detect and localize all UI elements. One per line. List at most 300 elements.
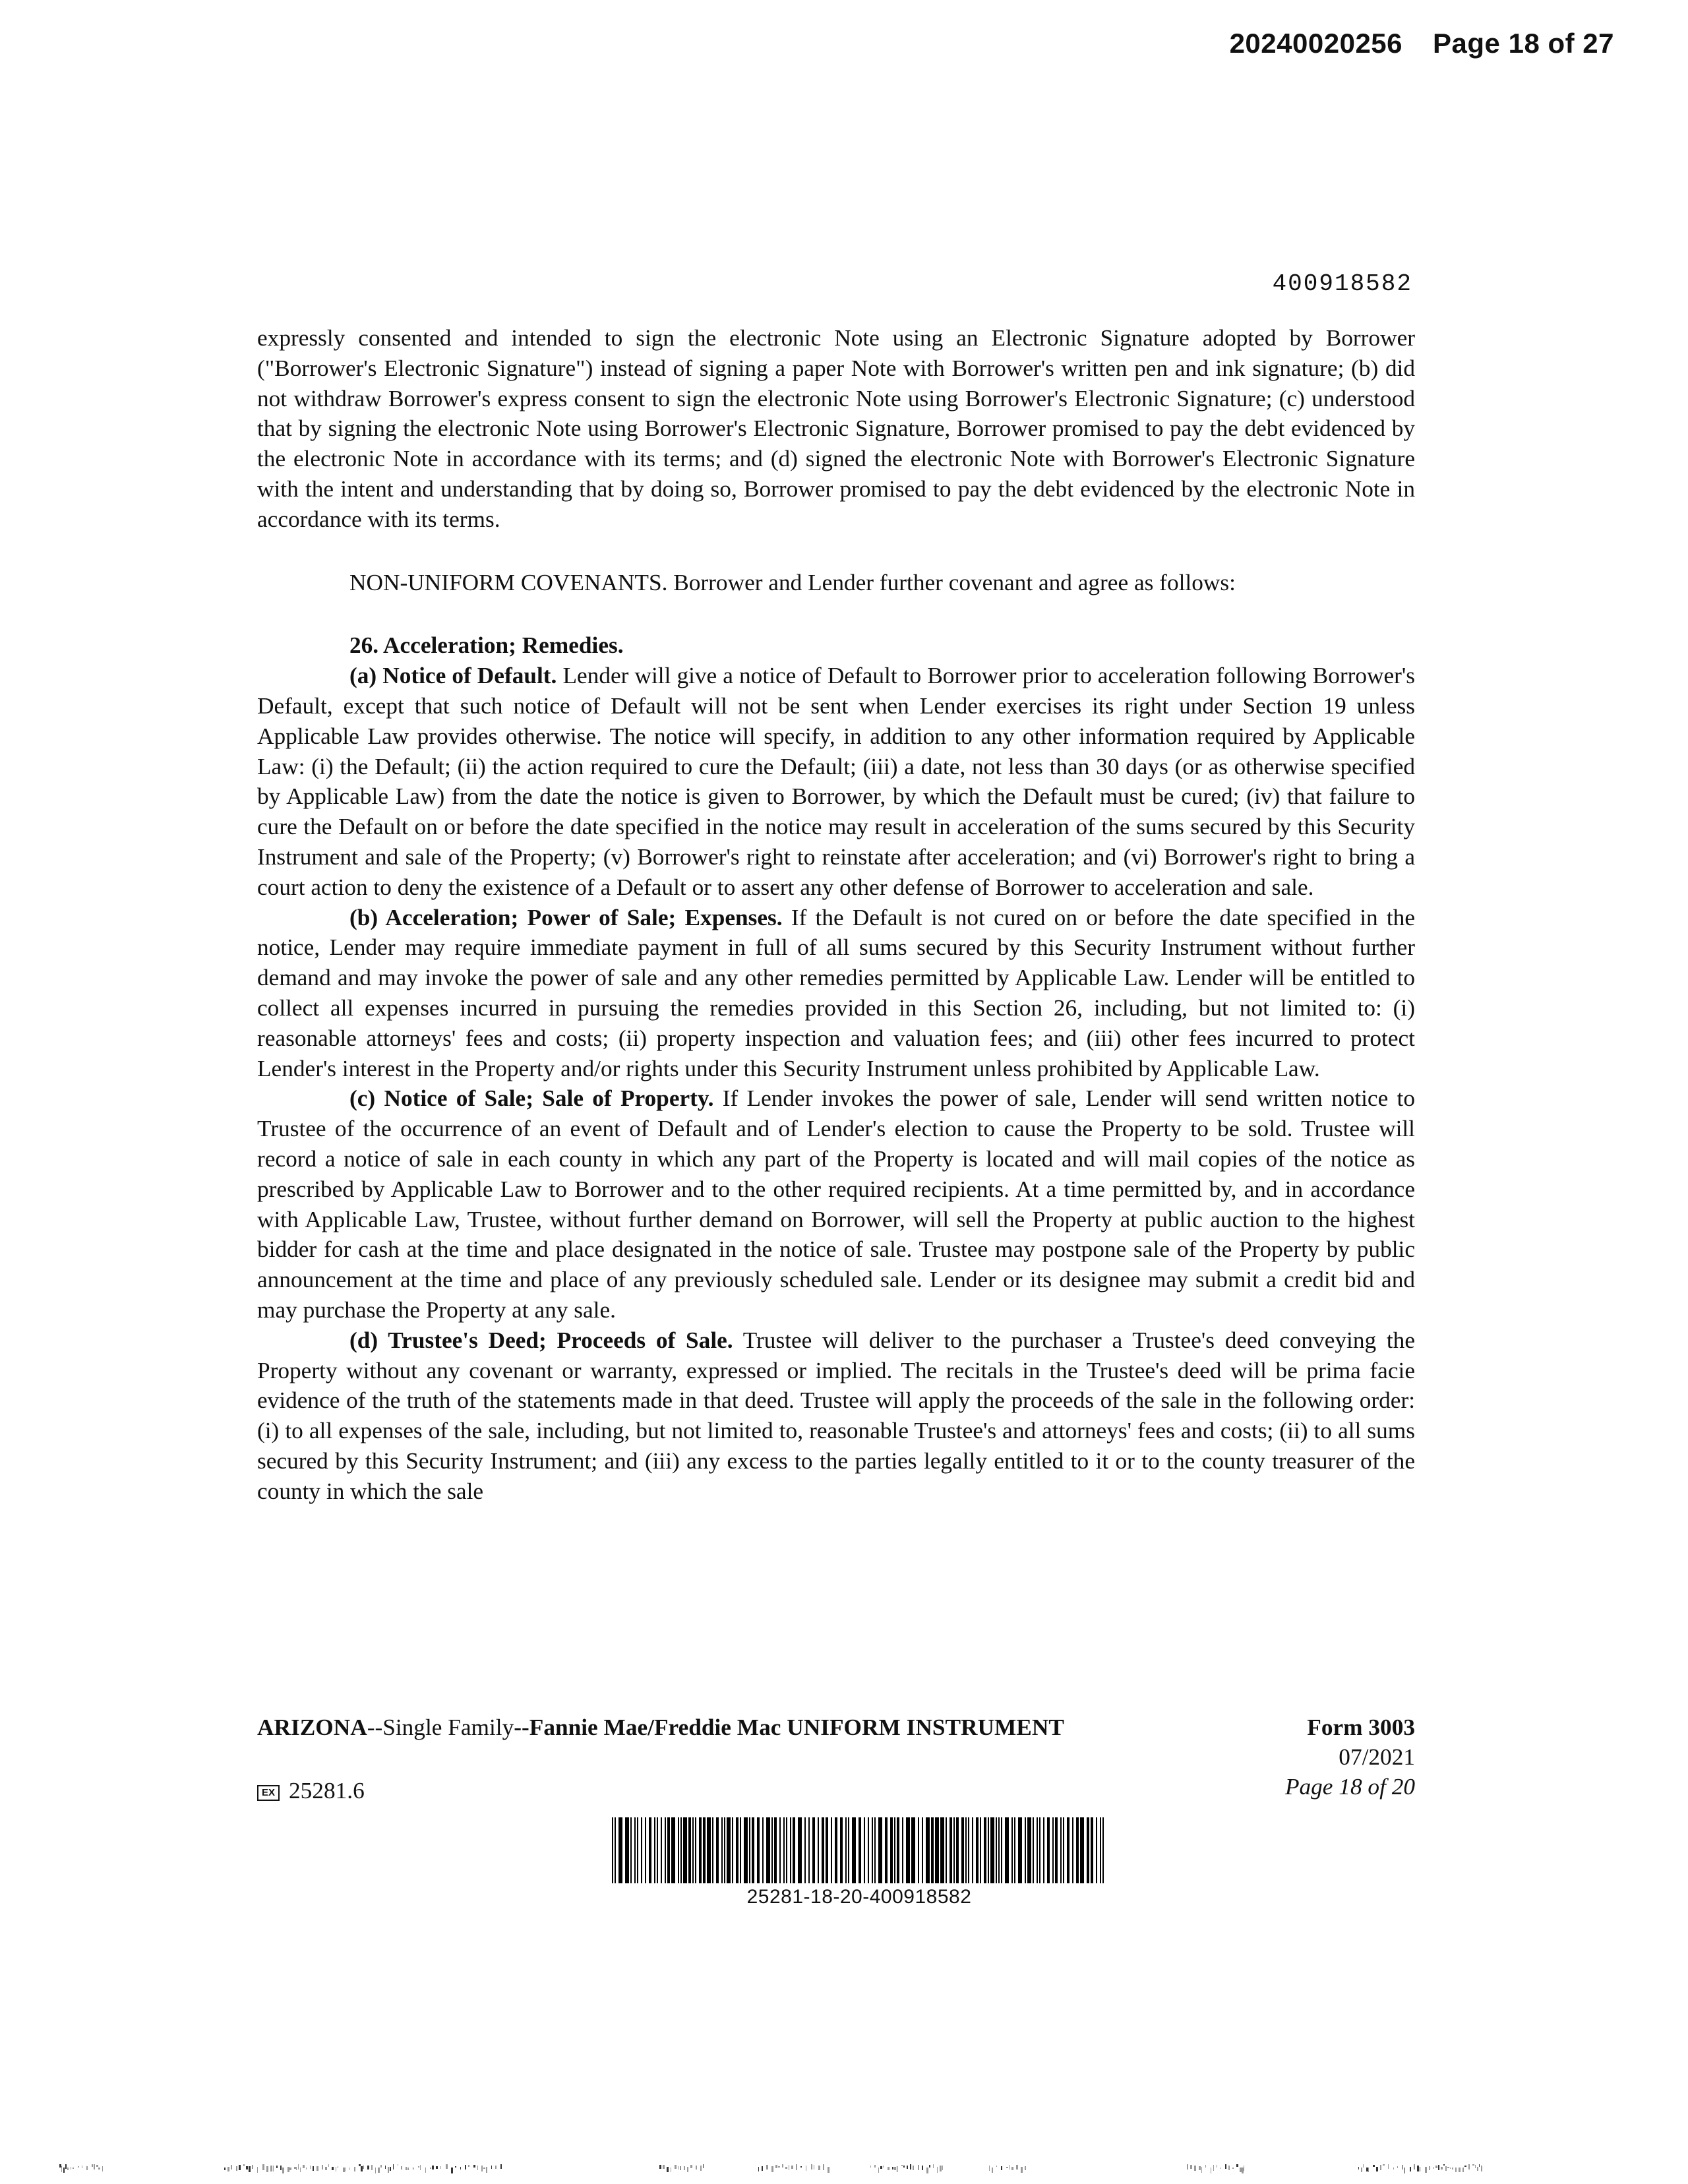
scan-speck	[473, 2165, 475, 2168]
scan-speck	[667, 2167, 669, 2172]
scan-speck	[1373, 2165, 1375, 2167]
barcode-bar	[688, 1817, 691, 1883]
barcode-bar	[1091, 1817, 1093, 1883]
scan-speck	[940, 2166, 942, 2171]
scan-speck	[1475, 2165, 1476, 2168]
barcode	[612, 1817, 1106, 1908]
scan-speck	[280, 2166, 282, 2170]
scan-speck	[500, 2164, 502, 2169]
barcode-bar	[634, 1817, 636, 1883]
scan-speck	[1462, 2168, 1464, 2172]
scan-speck	[1414, 2164, 1415, 2169]
scan-speck	[910, 2164, 911, 2169]
scan-speck	[322, 2165, 323, 2169]
scan-speck	[1479, 2164, 1480, 2167]
subsection-a	[257, 661, 1415, 902]
barcode-bar	[732, 1817, 733, 1883]
barcode-bars	[612, 1817, 1106, 1883]
barcode-bar	[965, 1817, 967, 1883]
barcode-bar	[774, 1817, 777, 1883]
barcode-bar	[724, 1817, 725, 1883]
scan-speck	[894, 2167, 896, 2170]
barcode-bar	[1076, 1817, 1079, 1883]
barcode-bar	[848, 1817, 849, 1883]
scan-speck	[1450, 2168, 1451, 2169]
scan-speck	[343, 2168, 345, 2172]
barcode-bar	[707, 1817, 711, 1883]
scan-speck	[901, 2165, 903, 2166]
scan-speck	[1455, 2168, 1457, 2172]
barcode-bar	[783, 1817, 785, 1883]
scan-speck	[1213, 2165, 1214, 2171]
scan-speck	[361, 2166, 363, 2171]
scan-speck	[1404, 2168, 1405, 2173]
scan-speck	[700, 2166, 702, 2171]
scan-speck	[406, 2167, 407, 2170]
scan-speck	[316, 2166, 318, 2171]
scan-speck	[1468, 2164, 1470, 2169]
scan-speck	[992, 2168, 993, 2173]
scan-speck	[1477, 2167, 1478, 2171]
scan-speck	[1441, 2167, 1443, 2169]
scan-speck	[1358, 2167, 1359, 2169]
scan-speck	[771, 2166, 773, 2172]
scan-speck	[892, 2167, 893, 2169]
barcode-bar	[657, 1817, 658, 1883]
scan-speck	[239, 2165, 241, 2170]
scan-speck	[1425, 2167, 1427, 2173]
scan-speck	[61, 2166, 62, 2172]
scan-speck	[328, 2164, 329, 2167]
barcode-bar	[940, 1817, 944, 1883]
scan-speck	[289, 2168, 291, 2170]
scan-speck	[937, 2167, 938, 2173]
scan-speck	[483, 2168, 485, 2169]
scan-speck	[390, 2167, 391, 2171]
scan-speck	[446, 2164, 448, 2169]
subsection-b	[257, 903, 1415, 1084]
scan-noise	[0, 2162, 1688, 2175]
barcode-bar	[946, 1817, 947, 1883]
recording-header	[1230, 28, 1614, 59]
scan-speck	[495, 2166, 497, 2169]
scan-speck	[332, 2167, 334, 2170]
scan-speck	[1016, 2165, 1018, 2169]
scan-speck	[880, 2166, 882, 2169]
scan-speck	[375, 2168, 376, 2173]
scan-speck	[359, 2164, 361, 2166]
barcode-bar	[786, 1817, 787, 1883]
scan-speck	[1380, 2165, 1381, 2170]
barcode-bar	[703, 1817, 706, 1883]
barcode-bar	[1005, 1817, 1009, 1883]
scan-speck	[766, 2165, 768, 2169]
footer-page-of: Page 18 of 20	[1284, 1774, 1415, 1800]
scan-speck	[659, 2165, 661, 2169]
scan-speck	[102, 2166, 103, 2171]
scan-speck	[96, 2165, 98, 2167]
barcode-bar	[1060, 1817, 1062, 1883]
scan-speck	[1199, 2166, 1201, 2170]
scan-speck	[385, 2166, 386, 2169]
scan-speck	[313, 2166, 314, 2171]
scan-speck	[432, 2166, 434, 2169]
scan-speck	[800, 2166, 802, 2168]
scan-speck	[227, 2167, 229, 2171]
barcode-bar	[998, 1817, 1000, 1883]
barcode-bar	[1102, 1817, 1104, 1883]
scan-speck	[758, 2167, 759, 2171]
barcode-bar	[1037, 1817, 1038, 1883]
barcode-bar	[996, 1817, 997, 1883]
scan-speck	[1006, 2167, 1008, 2168]
barcode-bar	[818, 1817, 819, 1883]
barcode-bar	[950, 1817, 952, 1883]
scan-speck	[782, 2164, 783, 2168]
barcode-bar	[845, 1817, 847, 1883]
scan-speck	[1009, 2165, 1010, 2169]
subsection-c-heading: (c) Notice of Sale; Sale of Property.	[349, 1085, 714, 1112]
barcode-bar	[988, 1817, 989, 1883]
barcode-bar	[961, 1817, 964, 1883]
scan-speck	[1190, 2165, 1192, 2169]
scan-speck	[477, 2166, 478, 2170]
scan-speck	[231, 2165, 232, 2169]
scan-speck	[696, 2166, 697, 2169]
barcode-bar	[790, 1817, 791, 1883]
scan-speck	[1464, 2166, 1466, 2167]
footer-instrument-title	[257, 1713, 1064, 1742]
barcode-bar	[872, 1817, 873, 1883]
barcode-bar	[1080, 1817, 1084, 1883]
scan-speck	[1205, 2165, 1206, 2168]
barcode-bar	[1033, 1817, 1034, 1883]
barcode-bar	[990, 1817, 994, 1883]
footer-family: Single Family	[382, 1714, 514, 1740]
scan-speck	[1361, 2168, 1362, 2172]
doc-code-number: 25281.6	[289, 1778, 365, 1804]
barcode-bar	[612, 1817, 613, 1883]
scan-speck	[393, 2164, 394, 2169]
scan-speck	[913, 2166, 914, 2170]
scan-speck	[310, 2166, 311, 2169]
form-footer	[257, 1713, 1415, 1802]
scan-speck	[1368, 2168, 1369, 2172]
barcode-bar	[852, 1817, 856, 1883]
barcode-bar	[771, 1817, 773, 1883]
scan-speck	[796, 2164, 797, 2170]
scan-speck	[236, 2166, 237, 2171]
scan-speck	[73, 2168, 74, 2169]
subsection-c	[257, 1083, 1415, 1325]
scan-speck	[451, 2168, 453, 2173]
scan-speck	[762, 2166, 763, 2171]
barcode-bar	[859, 1817, 861, 1883]
scan-speck	[363, 2166, 364, 2169]
barcode-bar	[1063, 1817, 1064, 1883]
scan-speck	[1388, 2164, 1389, 2169]
barcode-bar	[980, 1817, 981, 1883]
scan-speck	[354, 2167, 355, 2171]
recording-page-label: Page 18 of 27	[1433, 28, 1614, 59]
barcode-bar	[712, 1817, 713, 1883]
barcode-bar	[618, 1817, 622, 1883]
barcode-bar	[1025, 1817, 1026, 1883]
barcode-bar	[1018, 1817, 1022, 1883]
barcode-bar	[931, 1817, 934, 1883]
scan-speck	[298, 2164, 299, 2169]
barcode-bar	[671, 1817, 675, 1883]
scan-speck	[663, 2165, 665, 2169]
scan-speck	[468, 2165, 469, 2167]
barcode-bar	[953, 1817, 955, 1883]
scan-speck	[1438, 2165, 1439, 2170]
scan-speck	[778, 2166, 780, 2168]
footer-form-number: Form 3003	[1307, 1714, 1415, 1740]
scan-speck	[888, 2167, 889, 2170]
scan-speck	[1242, 2168, 1244, 2173]
barcode-bar	[798, 1817, 802, 1883]
scan-speck	[1240, 2168, 1242, 2172]
scan-speck	[828, 2167, 829, 2173]
scan-speck	[371, 2165, 373, 2170]
scan-speck	[294, 2167, 296, 2169]
intro-paragraph: expressly consented and intended to sign the electronic Note using an Electronic Signature adopted by Borrower ("Borrower's Electronic Signature") instead of signing a paper Note with Borrower's written pen and ink signature; (b) did not withdraw Borrower's express consent to sign the electronic Note using Borrower's Electronic Signature; (c) understood that by signing the electronic Note using Borrower's Electronic Signature, Borrower promised to pay the debt evidenced by the electronic Note in accordance with its terms; and (d) signed the electronic Note with Borrower's Electronic Signature with the intent and understanding that by doing so, Borrower promised to pay the debt evidenced by the electronic Note in accordance with its terms.	[257, 325, 1415, 532]
barcode-bar	[1052, 1817, 1054, 1883]
barcode-text: 25281-18-20-400918582	[746, 1886, 972, 1908]
scan-speck	[1383, 2164, 1385, 2166]
barcode-bar	[779, 1817, 781, 1883]
barcode-bar	[766, 1817, 770, 1883]
scan-speck	[1366, 2168, 1368, 2171]
scan-speck	[94, 2164, 95, 2169]
barcode-bar	[984, 1817, 986, 1883]
scan-speck	[680, 2166, 681, 2170]
scan-speck	[996, 2166, 997, 2167]
scan-speck	[690, 2165, 692, 2168]
scan-speck	[246, 2166, 248, 2169]
scan-speck	[420, 2165, 421, 2170]
scan-speck	[874, 2165, 876, 2168]
barcode-bar	[665, 1817, 666, 1883]
subsection-d-text: Trustee will deliver to the purchaser a Trustee's deed conveying the Property without any covenant or warranty, expressed or implied. The recitals in the Trustee's deed will be prima facie evidence of the truth of the statements made in that deed. Trustee will apply the proceeds of the sale in the following order: (i) to all expenses of the sale, including, but not limited to, reasonable Trustee's and attorneys' fees and costs; (ii) to all sums secured by this Security Instrument; and (iii) any excess to the parties legally entitled to it or to the county treasurer of the county in which the sale	[257, 1327, 1415, 1504]
barcode-bar	[890, 1817, 893, 1883]
barcode-bar	[1011, 1817, 1013, 1883]
loan-number: 400918582	[1272, 270, 1412, 297]
scan-speck	[455, 2166, 456, 2168]
scan-speck	[926, 2168, 928, 2173]
scan-speck	[775, 2165, 777, 2168]
scan-speck	[1447, 2167, 1449, 2168]
barcode-bar	[637, 1817, 638, 1883]
scan-speck	[287, 2167, 289, 2172]
scan-speck	[929, 2165, 930, 2168]
barcode-bar	[1047, 1817, 1050, 1883]
scan-speck	[407, 2168, 409, 2170]
scan-speck	[378, 2168, 380, 2173]
footer-form-info	[1285, 1713, 1415, 1802]
scan-speck	[63, 2168, 65, 2173]
scan-speck	[401, 2166, 402, 2169]
barcode-bar	[976, 1817, 979, 1883]
barcode-bar	[641, 1817, 642, 1883]
scan-speck	[303, 2165, 305, 2168]
scan-speck	[1376, 2167, 1378, 2171]
barcode-bar	[902, 1817, 903, 1883]
barcode-bar	[897, 1817, 899, 1883]
barcode-bar	[699, 1817, 702, 1883]
scan-speck	[922, 2166, 923, 2170]
subsection-a-text: Lender will give a notice of Default to Borrower prior to acceleration following Borrower's Default, except that such notice of Default will not be sent when Lender exercises its right under Section 19 unless Applicable Law provides otherwise. The notice will specify, in addition to any other information required by Applicable Law: (i) the Default; (ii) the action required to cure the Default; (iii) a date, not less than 30 days (or as otherwise specified by Applicable Law) from the date the notice is given to Borrower, by which the Default must be cured; (iv) that failure to cure the Default on or before the date specified in the notice may result in acceleration of the sums secured by this Security Instrument and sale of the Property; (v) Borrower's right to reinstate after acceleration; and (vi) Borrower's right to bring a court action to deny the existence of a Default or to assert any other defense of Borrower to acceleration and sale.	[257, 663, 1416, 900]
barcode-bar	[678, 1817, 679, 1883]
scan-speck	[1472, 2164, 1474, 2166]
scan-speck	[296, 2167, 297, 2170]
scan-speck	[870, 2166, 871, 2168]
scan-speck	[491, 2166, 492, 2169]
scan-speck	[273, 2166, 274, 2171]
scan-speck	[818, 2166, 820, 2170]
barcode-bar	[721, 1817, 723, 1883]
scan-speck	[282, 2168, 284, 2173]
barcode-bar	[1067, 1817, 1070, 1883]
ex-icon: EX	[257, 1785, 280, 1801]
footer-instrument: Fannie Mae/Freddie Mac UNIFORM INSTRUMENT	[529, 1714, 1064, 1740]
scan-speck	[1025, 2166, 1026, 2170]
scan-speck	[1225, 2164, 1226, 2169]
barcode-bar	[615, 1817, 616, 1883]
footer-separator: --	[514, 1714, 529, 1740]
scan-speck	[942, 2166, 943, 2170]
scan-speck	[1481, 2166, 1482, 2171]
barcode-bar	[956, 1817, 959, 1883]
scan-speck	[1417, 2166, 1419, 2171]
scan-speck	[811, 2164, 812, 2169]
barcode-bar	[1014, 1817, 1015, 1883]
scan-speck	[1445, 2166, 1447, 2171]
barcode-bar	[911, 1817, 915, 1883]
barcode-bar	[922, 1817, 923, 1883]
barcode-bar	[727, 1817, 731, 1883]
scan-speck	[1397, 2166, 1398, 2168]
barcode-bar	[935, 1817, 939, 1883]
scan-speck	[1452, 2168, 1453, 2169]
scan-speck	[460, 2167, 461, 2169]
barcode-bar	[835, 1817, 837, 1883]
barcode-bar	[649, 1817, 651, 1883]
scan-speck	[684, 2166, 685, 2170]
barcode-bar	[680, 1817, 682, 1883]
barcode-bar	[661, 1817, 662, 1883]
scan-speck	[86, 2166, 88, 2170]
barcode-bar	[874, 1817, 876, 1883]
barcode-bar	[868, 1817, 869, 1883]
scan-speck	[388, 2167, 389, 2173]
scan-speck	[367, 2166, 369, 2169]
barcode-bar	[692, 1817, 694, 1883]
scan-speck	[345, 2168, 346, 2171]
barcode-bar	[744, 1817, 748, 1883]
barcode-bar	[906, 1817, 910, 1883]
scan-speck	[224, 2168, 226, 2170]
barcode-bar	[1039, 1817, 1040, 1883]
scan-speck	[92, 2164, 93, 2167]
scan-speck	[1443, 2164, 1445, 2166]
barcode-bar	[749, 1817, 750, 1883]
barcode-bar	[736, 1817, 738, 1883]
subsection-d	[257, 1325, 1415, 1507]
barcode-bar	[826, 1817, 828, 1883]
barcode-bar	[1096, 1817, 1097, 1883]
barcode-bar	[1087, 1817, 1089, 1883]
scan-speck	[675, 2165, 677, 2169]
barcode-bar	[918, 1817, 919, 1883]
barcode-bar	[1027, 1817, 1031, 1883]
scan-speck	[1194, 2166, 1196, 2171]
scan-speck	[300, 2168, 301, 2172]
scan-speck	[823, 2164, 824, 2170]
scan-speck	[1410, 2167, 1411, 2171]
scan-speck	[1433, 2167, 1434, 2169]
subsection-c-text: If Lender invokes the power of sale, Lender will send written notice to Trustee of the occurrence of an event of Default and of Lender's election to cause the Property to be sold. Trustee will record a notice of sale in each county in which any part of the Property is located and will mail copies of the notice as prescribed by Applicable Law to Borrower and to the other required recipients. At a time permitted by, and in accordance with Applicable Law, Trustee, without further demand on Borrower, will sell the Property at public auction to the highest bidder for cash at the time and place designated in the notice of sale. Trustee may postpone sale of the Property by public announcement at the time and place of any previously scheduled sale. Lender or its designee may submit a credit bid and may purchase the Property at any sale.	[257, 1085, 1415, 1323]
footer-separator: --	[367, 1714, 383, 1740]
section-26-heading: 26. Acceleration; Remedies.	[349, 632, 624, 659]
barcode-bar	[654, 1817, 655, 1883]
barcode-bar	[804, 1817, 806, 1883]
barcode-bar	[716, 1817, 719, 1883]
scan-speck	[1363, 2164, 1364, 2168]
scan-speck	[1232, 2168, 1234, 2169]
scan-speck	[436, 2166, 438, 2169]
barcode-bar	[1072, 1817, 1073, 1883]
scan-speck	[425, 2168, 426, 2173]
scan-speck	[67, 2168, 69, 2170]
barcode-bar	[625, 1817, 629, 1883]
scan-speck	[306, 2168, 307, 2169]
scan-speck	[1228, 2166, 1230, 2170]
barcode-bar	[630, 1817, 632, 1883]
non-uniform-covenants: NON-UNIFORM COVENANTS. Borrower and Lender further covenant and agree as follows:	[349, 569, 1236, 595]
scan-speck	[430, 2168, 431, 2169]
footer-doc-code	[257, 1776, 365, 1805]
scan-speck	[907, 2166, 908, 2169]
scan-speck	[903, 2166, 905, 2168]
scan-speck	[252, 2165, 253, 2169]
subsection-d-heading: (d) Trustee's Deed; Proceeds of Sale.	[349, 1327, 733, 1353]
scan-speck	[785, 2167, 787, 2169]
barcode-bar	[972, 1817, 973, 1883]
barcode-bar	[667, 1817, 670, 1883]
scan-speck	[1393, 2168, 1394, 2169]
scan-speck	[1021, 2167, 1023, 2173]
barcode-bar	[812, 1817, 815, 1883]
scan-speck	[791, 2166, 793, 2169]
barcode-bar	[793, 1817, 795, 1883]
barcode-bar	[968, 1817, 969, 1883]
scan-speck	[270, 2166, 272, 2171]
scan-speck	[257, 2167, 258, 2173]
scan-speck	[1402, 2165, 1403, 2169]
scan-speck	[703, 2164, 704, 2168]
scan-speck	[481, 2166, 483, 2171]
scan-speck	[1001, 2166, 1002, 2170]
barcode-bar	[757, 1817, 760, 1883]
barcode-bar	[1100, 1817, 1101, 1883]
scan-speck	[1187, 2164, 1188, 2169]
scan-speck	[243, 2164, 245, 2166]
scan-speck	[65, 2164, 67, 2169]
barcode-bar	[831, 1817, 832, 1883]
scan-speck	[878, 2168, 879, 2173]
